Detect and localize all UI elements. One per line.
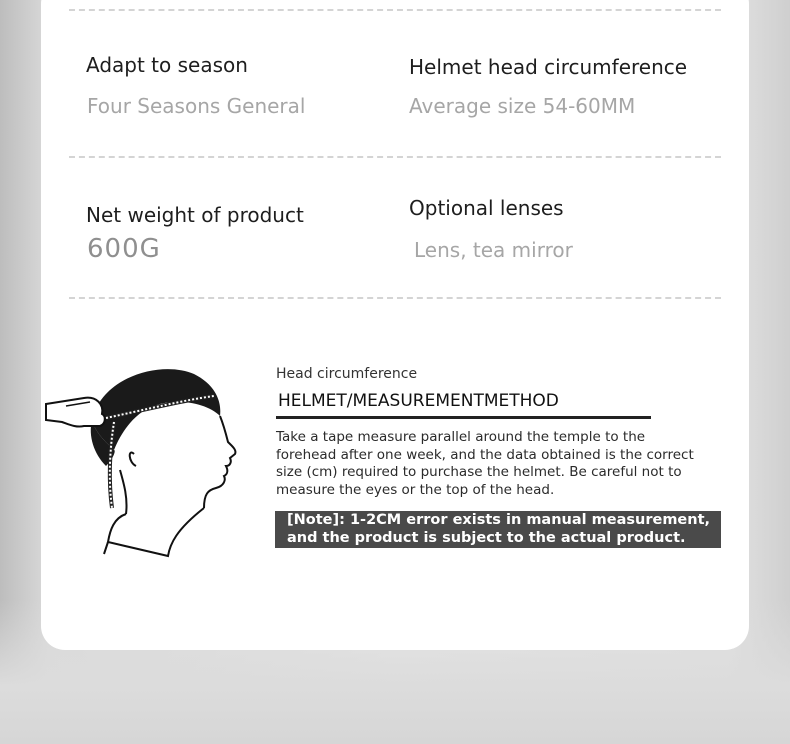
season-value: Four Seasons General [87, 94, 306, 118]
weight-label: Net weight of product [86, 203, 304, 227]
title-underline [276, 416, 651, 419]
weight-value: 600G [87, 234, 161, 264]
measurement-subtitle: Head circumference [276, 366, 418, 382]
measurement-note: [Note]: 1-2CM error exists in manual measurement, and the product is subject to the actual product. [275, 511, 721, 548]
circumference-value: Average size 54-60MM [409, 94, 636, 118]
season-label: Adapt to season [86, 53, 248, 77]
divider-middle [69, 156, 721, 158]
divider-bottom [69, 297, 721, 299]
measurement-title: HELMET/MEASUREMENTMETHOD [278, 391, 559, 411]
divider-top [69, 9, 721, 11]
lenses-label: Optional lenses [409, 196, 564, 220]
measurement-description: Take a tape measure parallel around the temple to the forehead after one week, and the data obtained is the correct size (cm) required to purchase the helmet. Be careful not to measure the eyes or the top of the head. [276, 429, 694, 498]
lenses-value: Lens, tea mirror [414, 238, 573, 262]
head-measurement-illustration [44, 358, 244, 563]
circumference-label: Helmet head circumference [409, 55, 688, 79]
